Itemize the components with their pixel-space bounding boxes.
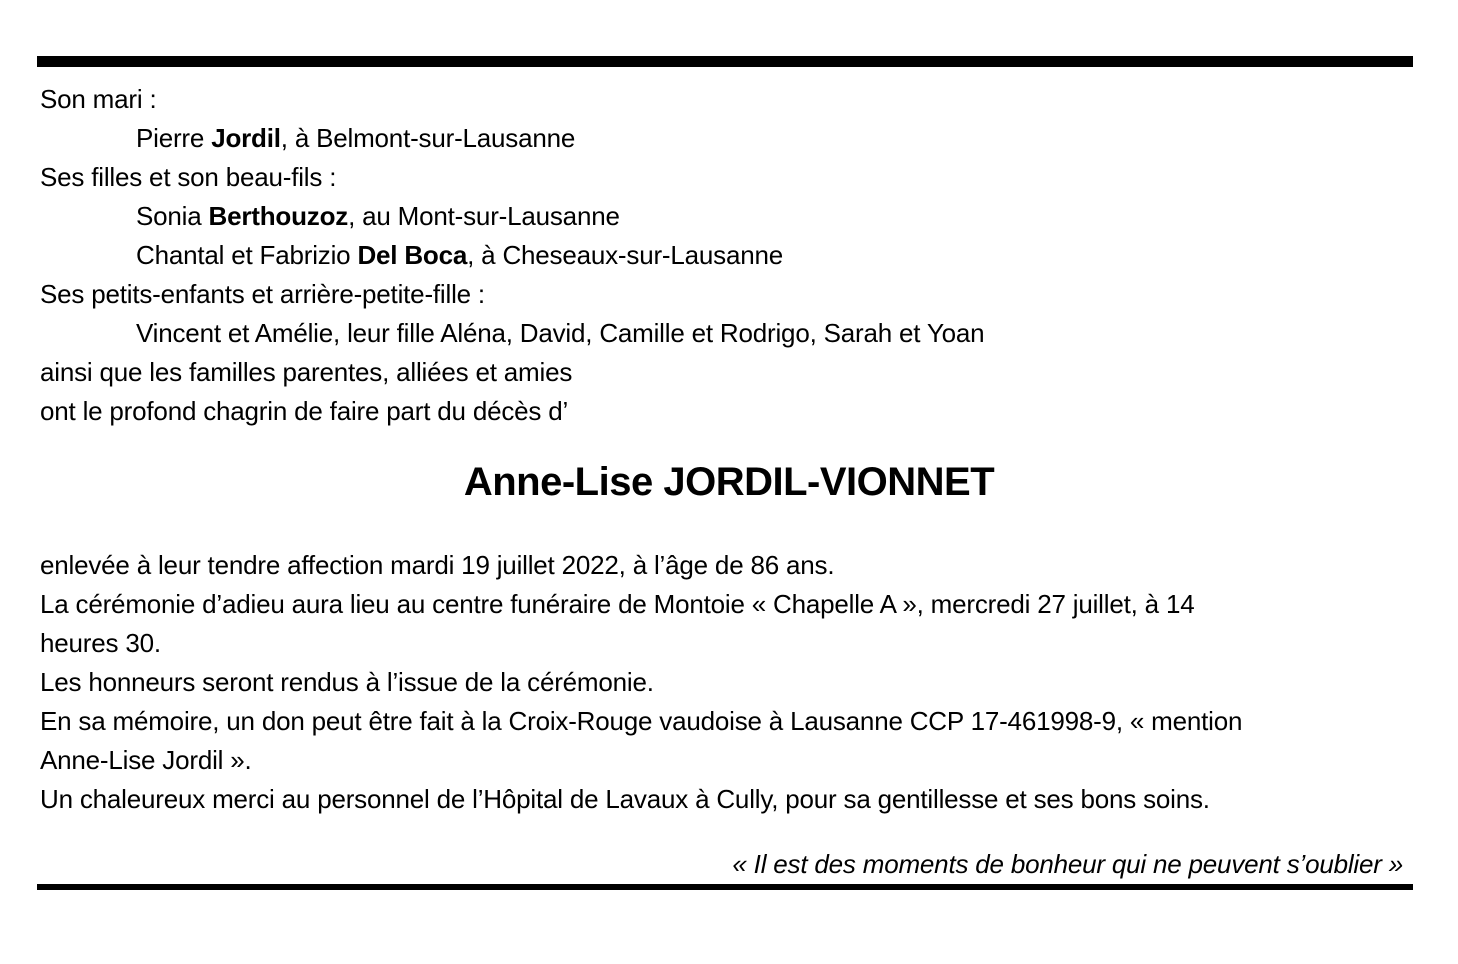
family-line — [40, 236, 1413, 275]
family-line-text: Pierre — [136, 123, 212, 153]
family-line-text: Ses petits-enfants et arrière-petite-fille : — [40, 279, 485, 309]
family-line — [40, 197, 1413, 236]
announcement-block — [40, 546, 1413, 819]
announcement-paragraph — [40, 702, 1413, 780]
top-rule — [37, 56, 1413, 67]
announcement-line: La cérémonie d’adieu aura lieu au centre funéraire de Montoie « Chapelle A », mercredi 27 juillet, à 14 — [40, 589, 1195, 619]
family-line-text: ont le profond chagrin de faire part du décès d’ — [40, 396, 569, 426]
family-line-text: , au Mont-sur-Lausanne — [348, 201, 620, 231]
announcement-paragraph — [40, 546, 1413, 585]
family-line — [40, 119, 1413, 158]
family-surname-bold: Jordil — [211, 123, 281, 153]
family-line-text: Sonia — [136, 201, 209, 231]
announcement-line: enlevée à leur tendre affection mardi 19 juillet 2022, à l’âge de 86 ans. — [40, 550, 835, 580]
bottom-rule — [37, 884, 1413, 890]
announcement-line: Anne-Lise Jordil ». — [40, 745, 252, 775]
announcement-line: heures 30. — [40, 628, 161, 658]
family-surname-bold: Del Boca — [357, 240, 468, 270]
family-line — [40, 275, 1413, 314]
family-line-text: ainsi que les familles parentes, alliées et amies — [40, 357, 573, 387]
deceased-name: Anne-Lise JORDIL-VIONNET — [463, 460, 995, 504]
family-surname-bold: Berthouzoz — [208, 201, 349, 231]
family-line-text: Chantal et Fabrizio — [136, 240, 358, 270]
announcement-line: Un chaleureux merci au personnel de l’Hôpital de Lavaux à Cully, pour sa gentillesse et ses bons soins. — [40, 784, 1210, 814]
family-line-text: Vincent et Amélie, leur fille Aléna, David, Camille et Rodrigo, Sarah et Yoan — [136, 318, 985, 348]
family-line-text: Son mari : — [40, 84, 157, 114]
announcement-paragraph — [40, 663, 1413, 702]
announcement-line: En sa mémoire, un don peut être fait à la Croix-Rouge vaudoise à Lausanne CCP 17-461998-9, « mention — [40, 706, 1243, 736]
family-line-text: Ses filles et son beau-fils : — [40, 162, 337, 192]
family-line — [40, 158, 1413, 197]
family-line — [40, 80, 1413, 119]
memorial-quote: « Il est des moments de bonheur qui ne peuvent s’oublier » — [732, 849, 1403, 879]
family-line-text: , à Cheseaux-sur-Lausanne — [467, 240, 783, 270]
family-block — [40, 80, 1413, 431]
family-line — [40, 353, 1413, 392]
family-line — [40, 314, 1413, 353]
announcement-paragraph — [40, 780, 1413, 819]
family-line — [40, 392, 1413, 431]
family-line-text: , à Belmont-sur-Lausanne — [280, 123, 576, 153]
announcement-line: Les honneurs seront rendus à l’issue de la cérémonie. — [40, 667, 654, 697]
announcement-paragraph — [40, 585, 1413, 663]
